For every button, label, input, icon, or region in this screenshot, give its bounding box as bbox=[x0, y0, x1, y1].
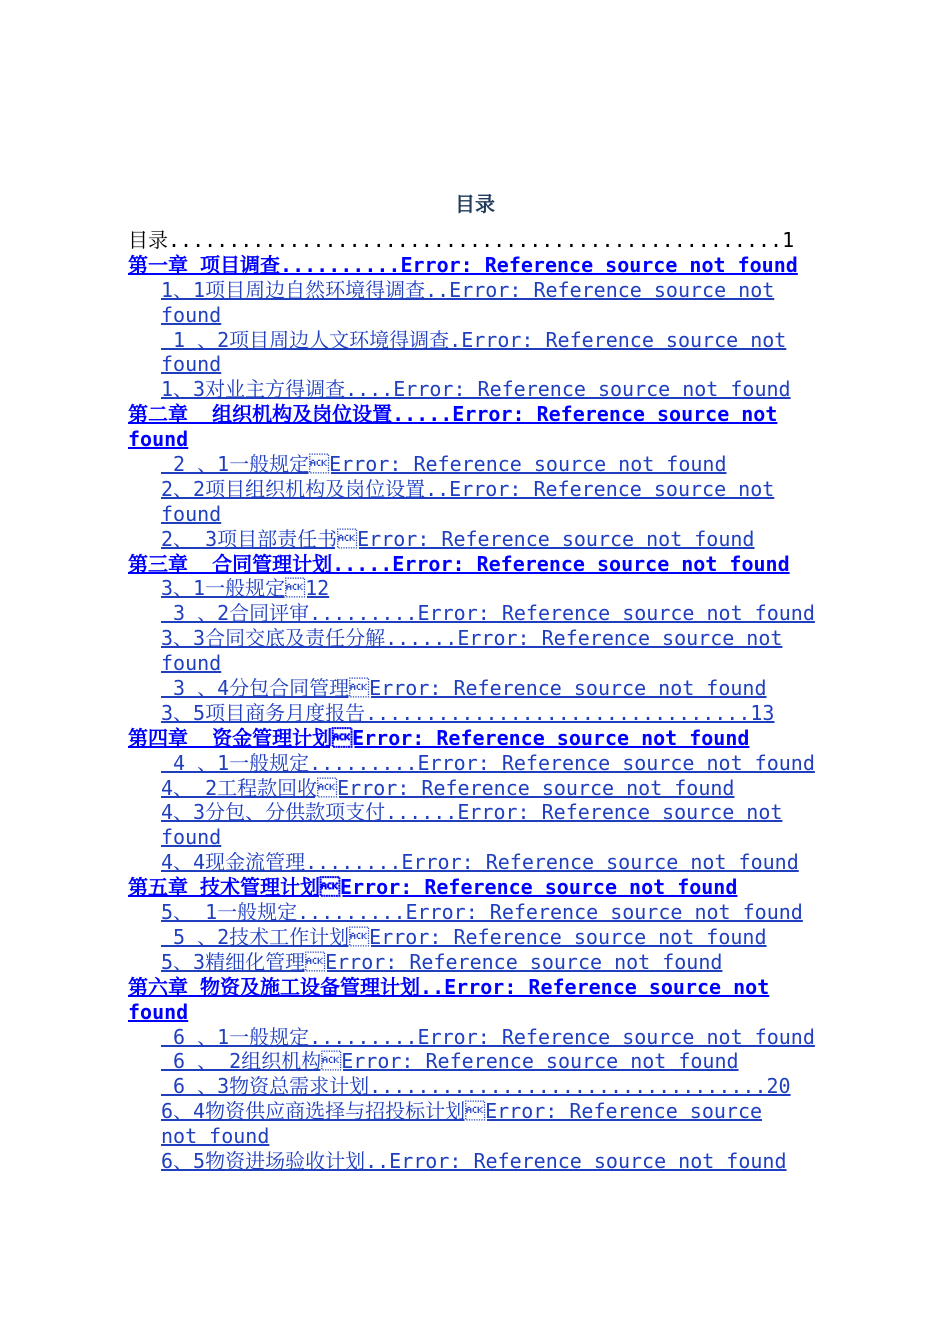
toc-section-link[interactable]: 3 、2合同评审.........Error: Reference source not found bbox=[161, 601, 815, 626]
toc-section-link[interactable]: not found bbox=[161, 1124, 270, 1149]
page-title: 目录 bbox=[455, 192, 495, 216]
toc-chapter-link[interactable]: 第五章 技术管理计划Error: Reference source not found bbox=[128, 875, 738, 900]
toc-section-link[interactable]: 2 、1一般规定Error: Reference source not found bbox=[161, 452, 727, 477]
toc-section-link[interactable]: 1、1项目周边自然环境得调查..Error: Reference source not bbox=[161, 277, 775, 302]
toc-section-link[interactable]: 6 、 2组织机构Error: Reference source not found bbox=[161, 1049, 739, 1074]
toc-section-link[interactable]: 6 、1一般规定.........Error: Reference source not found bbox=[161, 1024, 815, 1049]
toc-chapter-link[interactable]: 第四章 资金管理计划Error: Reference source not found bbox=[128, 725, 750, 750]
toc-section-link[interactable]: 4、 2工程款回收Error: Reference source not found bbox=[161, 775, 735, 800]
toc-section-link[interactable]: 6、4物资供应商选择与招投标计划Error: Reference source bbox=[161, 1099, 763, 1124]
toc-section-link[interactable]: 2、 3项目部责任书Error: Reference source not found bbox=[161, 526, 755, 551]
toc-chapter-link[interactable]: found bbox=[128, 427, 189, 452]
toc-chapter-link[interactable]: 第二章 组织机构及岗位设置.....Error: Reference source not bbox=[128, 402, 778, 427]
toc-section-link[interactable]: 1 、2项目周边人文环境得调查.Error: Reference source not bbox=[161, 327, 787, 352]
toc-entry: 目录...................................................1 bbox=[128, 228, 795, 252]
toc-section-link[interactable]: found bbox=[161, 501, 222, 526]
toc-chapter-link[interactable]: 第一章 项目调查..........Error: Reference source not found bbox=[128, 252, 798, 277]
toc-section-link[interactable]: 3 、4分包合同管理Error: Reference source not found bbox=[161, 676, 767, 701]
toc-section-link[interactable]: 4、3分包、分供款项支付......Error: Reference source not bbox=[161, 800, 783, 825]
toc-section-link[interactable]: found bbox=[161, 825, 222, 850]
toc-section-link[interactable]: 5、3精细化管理Error: Reference source not found bbox=[161, 949, 723, 974]
toc-chapter-link[interactable]: found bbox=[128, 999, 189, 1024]
toc-chapter-link[interactable]: 第三章 合同管理计划.....Error: Reference source not found bbox=[128, 551, 790, 576]
toc-section-link[interactable]: 5 、2技术工作计划Error: Reference source not found bbox=[161, 924, 767, 949]
toc-section-link[interactable]: 2、2项目组织机构及岗位设置..Error: Reference source not bbox=[161, 476, 775, 501]
toc-section-link[interactable]: 6 、3物资总需求计划.................................20 bbox=[161, 1074, 791, 1099]
toc-chapter-link[interactable]: 第六章 物资及施工设备管理计划..Error: Reference source not bbox=[128, 974, 770, 999]
table-of-contents bbox=[128, 228, 824, 1174]
toc-section-link[interactable]: 3、1一般规定12 bbox=[161, 576, 330, 601]
toc-section-link[interactable]: 4 、1一般规定.........Error: Reference source not found bbox=[161, 750, 815, 775]
toc-section-link[interactable]: 6、5物资进场验收计划..Error: Reference source not found bbox=[161, 1148, 787, 1173]
toc-section-link[interactable]: found bbox=[161, 302, 222, 327]
toc-section-link[interactable]: 5、 1一般规定.........Error: Reference source not found bbox=[161, 900, 803, 925]
toc-section-link[interactable]: 4、4现金流管理........Error: Reference source not found bbox=[161, 850, 799, 875]
toc-section-link[interactable]: 1、3对业主方得调查....Error: Reference source not found bbox=[161, 377, 791, 402]
toc-section-link[interactable]: found bbox=[161, 651, 222, 676]
toc-section-link[interactable]: found bbox=[161, 352, 222, 377]
toc-section-link[interactable]: 3、3合同交底及责任分解......Error: Reference source not bbox=[161, 626, 783, 651]
toc-section-link[interactable]: 3、5项目商务月度报告................................13 bbox=[161, 700, 775, 725]
